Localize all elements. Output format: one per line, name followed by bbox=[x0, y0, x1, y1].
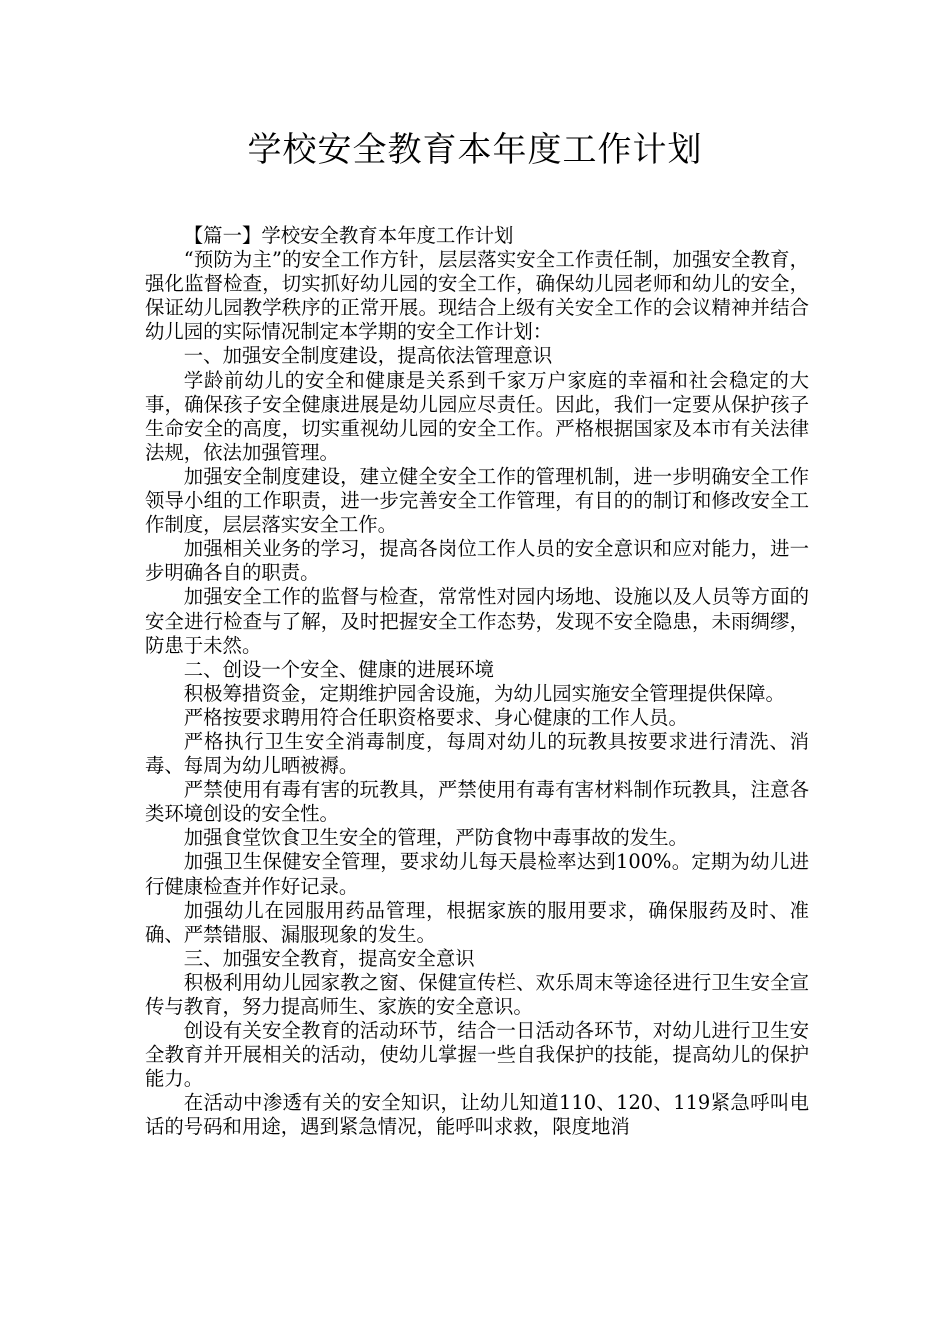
paragraph: 加强食堂饮食卫生安全的管理，严防食物中毒事故的发生。 bbox=[183, 826, 688, 850]
paragraph: 积极利用幼儿园家教之窗、保健宣传栏、欢乐周末等途径进行卫生安全宣传与教育，努力提高师生、家族的安全意识。 bbox=[145, 970, 809, 1018]
paragraph: 严禁使用有毒有害的玩教具，严禁使用有毒有害材料制作玩教具，注意各类环境创设的安全性。 bbox=[145, 778, 809, 826]
heading-part-2: 二、创设一个安全、健康的进展环境 bbox=[183, 657, 495, 681]
paragraph: 严格执行卫生安全消毒制度，每周对幼儿的玩教具按要求进行清洗、消毒、每周为幼儿晒被褥。 bbox=[145, 729, 809, 778]
paragraph: 加强卫生保健安全管理，要求幼儿每天晨检率达到100%。定期为幼儿进行健康检查并作好记录。 bbox=[145, 850, 809, 898]
paragraph: 学龄前幼儿的安全和健康是关系到千家万户家庭的幸福和社会稳定的大事，确保孩子安全健康进展是幼儿园应尽责任。因此，我们一定要从保护孩子生命安全的高度，切实重视幼儿园的安全工作。严格根据国家及本市有关法律法规，依法加强管理。 bbox=[145, 368, 809, 464]
paragraph-section-heading: 【篇一】学校安全教育本年度工作计划 bbox=[183, 224, 514, 247]
paragraph: 严格按要求聘用符合任职资格要求、身心健康的工作人员。 bbox=[183, 705, 688, 729]
document-body bbox=[145, 224, 809, 1140]
paragraph: 积极筹措资金，定期维护园舍设施，为幼儿园实施安全管理提供保障。 bbox=[183, 681, 785, 705]
paragraph: 加强安全制度建设，建立健全安全工作的管理机制，进一步明确安全工作领导小组的工作职责，进一步完善安全工作管理，有目的的制订和修改安全工作制度，层层落实安全工作。 bbox=[145, 464, 809, 537]
heading-part-1: 一、加强安全制度建设，提高依法管理意识 bbox=[183, 344, 553, 368]
paragraph: “预防为主”的安全工作方针，层层落实安全工作责任制，加强安全教育，强化监督检查，切实抓好幼儿园的安全工作，确保幼儿园老师和幼儿的安全，保证幼儿园教学秩序的正常开展。现结合上级有关安全工作的会议精神并结合幼儿园的实际情况制定本学期的安全工作计划： bbox=[145, 248, 809, 344]
document-title: 学校安全教育本年度工作计划 bbox=[247, 130, 703, 170]
paragraph: 加强相关业务的学习，提高各岗位工作人员的安全意识和应对能力，进一步明确各自的职责。 bbox=[145, 537, 809, 585]
paragraph: 创设有关安全教育的活动环节，结合一日活动各环节，对幼儿进行卫生安全教育并开展相关的活动，使幼儿掌握一些自我保护的技能，提高幼儿的保护能力。 bbox=[145, 1019, 809, 1091]
paragraph: 加强幼儿在园服用药品管理，根据家族的服用要求，确保服药及时、准确、严禁错服、漏服现象的发生。 bbox=[145, 898, 809, 946]
heading-part-3: 三、加强安全教育，提高安全意识 bbox=[183, 946, 475, 970]
paragraph: 在活动中渗透有关的安全知识，让幼儿知道110、120、119紧急呼叫电话的号码和用途，遇到紧急情况，能呼叫求救，限度地消 bbox=[145, 1091, 809, 1139]
paragraph: 加强安全工作的监督与检查，常常性对园内场地、设施以及人员等方面的安全进行检查与了解，及时把握安全工作态势，发现不安全隐患，未雨绸缪，防患于未然。 bbox=[145, 585, 809, 657]
